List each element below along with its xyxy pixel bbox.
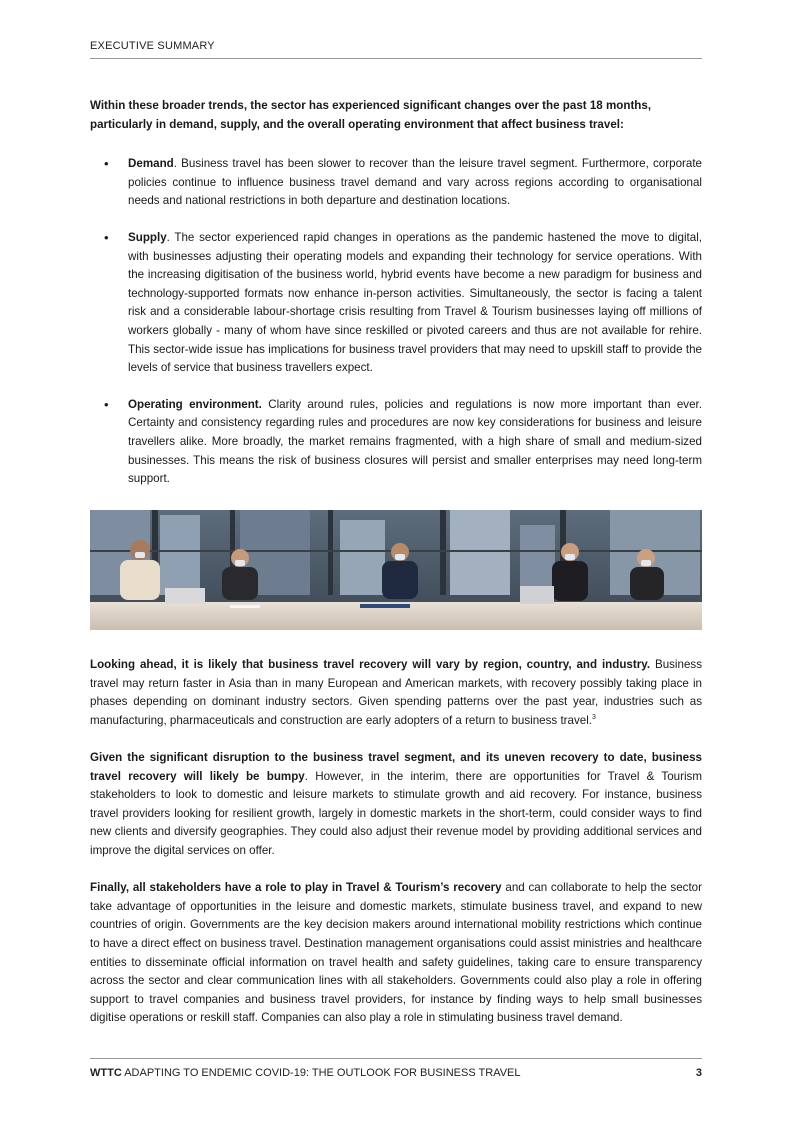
page-footer: [90, 1067, 702, 1079]
footer-title: ADAPTING TO ENDEMIC COVID-19: THE OUTLOOK FOR BUSINESS TRAVEL: [121, 1067, 521, 1079]
footer-divider: [90, 1058, 702, 1059]
paragraph-text: and can collaborate to help the sector take advantage of opportunities in the leisure and domestic markets, stimulate business travel, and expand to new countries of origin. Governments are the key decision makers around international mobility restrictions which continue to have a direct effect on business travel. Destination management organisations could assist ministries and healthcare entities to disseminate official information on travel health and safety guidelines, taking care to ensure transparency across the sector and clear communication lines with all stakeholders. Governments could also play a role in offering support to travel companies and business travel providers, for instance by finding ways to help small businesses digitise operations or reskill staff. Companies can also play a role in stimulating business travel demand.: [90, 881, 702, 1025]
paragraph-lead: Finally, all stakeholders have a role to play in Travel & Tourism’s recovery: [90, 881, 502, 895]
bullet-operating-environment: [90, 396, 702, 489]
paragraph-stakeholders: [90, 879, 702, 1028]
bullet-text: . Business travel has been slower to recover than the leisure travel segment. Furthermore, corporate policies continue to influence business travel demand and vary across regions according to organisational needs and national restrictions in both departure and destination locations.: [128, 157, 702, 208]
paragraph-looking-ahead: [90, 656, 702, 730]
paragraph-lead: Given the significant disruption to the business travel segment, and its uneven recovery to date, business travel recovery will likely be bumpy: [90, 750, 702, 783]
summary-content: [90, 97, 702, 507]
bullet-icon: •: [104, 396, 109, 412]
running-header: EXECUTIVE SUMMARY: [90, 40, 215, 52]
paragraph-lead: Looking ahead, it is likely that business travel recovery will vary by region, country, and industry.: [90, 658, 651, 671]
page-number: 3: [695, 1067, 702, 1079]
bullet-icon: •: [104, 156, 109, 172]
business-meeting-photo: [90, 510, 702, 630]
bullet-list: [90, 155, 702, 489]
footnote-reference[interactable]: 3: [592, 713, 596, 721]
meeting-photo-illustration: [90, 510, 702, 630]
header-divider: [90, 58, 702, 59]
bullet-term: Demand: [128, 157, 174, 171]
bullet-text: . The sector experienced rapid changes in operations as the pandemic hastened the move to digital, with businesses adjusting their operating models and expanding their technology for service operations. With the increasing digitisation of the business world, hybrid events have become a new paradigm for business and technology-supported formats now enhance in-person activities. Simultaneously, the sector is facing a talent risk and a considerable labour-shortage crisis resulting from Travel & Tourism businesses laying off millions of workers globally - many of whom have since reskilled or pivoted careers and thus are not available for rehire. This sector-wide issue has implications for business travel providers that may need to upskill staff to provide the levels of service that business travellers expect.: [128, 230, 702, 375]
intro-paragraph: Within these broader trends, the sector has experienced significant changes over the past 18 months, particularly in demand, supply, and the overall operating environment that affect business travel:: [90, 99, 652, 131]
bullet-term: Operating environment.: [128, 397, 262, 411]
paragraph-disruption: [90, 749, 702, 861]
footer-brand: WTTC: [90, 1067, 122, 1079]
body-text: [90, 656, 702, 1046]
paragraph-text: Business travel may return faster in Asia than in many European and American markets, with recovery possibly taking place in phases depending on dominant industry sectors. Given spending patterns over the past year, industries such as manufacturing, pharmaceuticals and construction are early adopters of a return to business travel.: [90, 658, 702, 727]
paragraph-text: . However, in the interim, there are opportunities for Travel & Tourism stakeholders to look to domestic and leisure markets to stimulate growth and aid recovery. For instance, business travel providers looking for resilient growth, largely in domestic markets in the short-term, could consider ways to find new clients and diversify geographies. They could also adjust their revenue model by providing additional services and improve the digital services on offer.: [90, 769, 703, 857]
bullet-supply: [90, 229, 702, 378]
bullet-text: Clarity around rules, policies and regulations is now more important than ever. Certainty and consistency regarding rules and procedures are now key considerations for business and leisure travellers alike. More broadly, the market remains fragmented, with a high share of small and medium-sized businesses. This means the risk of business closures will persist and smaller enterprises may need long-term support.: [128, 397, 702, 486]
bullet-term: Supply: [128, 230, 167, 244]
bullet-icon: •: [104, 229, 109, 245]
bullet-demand: [90, 155, 702, 211]
